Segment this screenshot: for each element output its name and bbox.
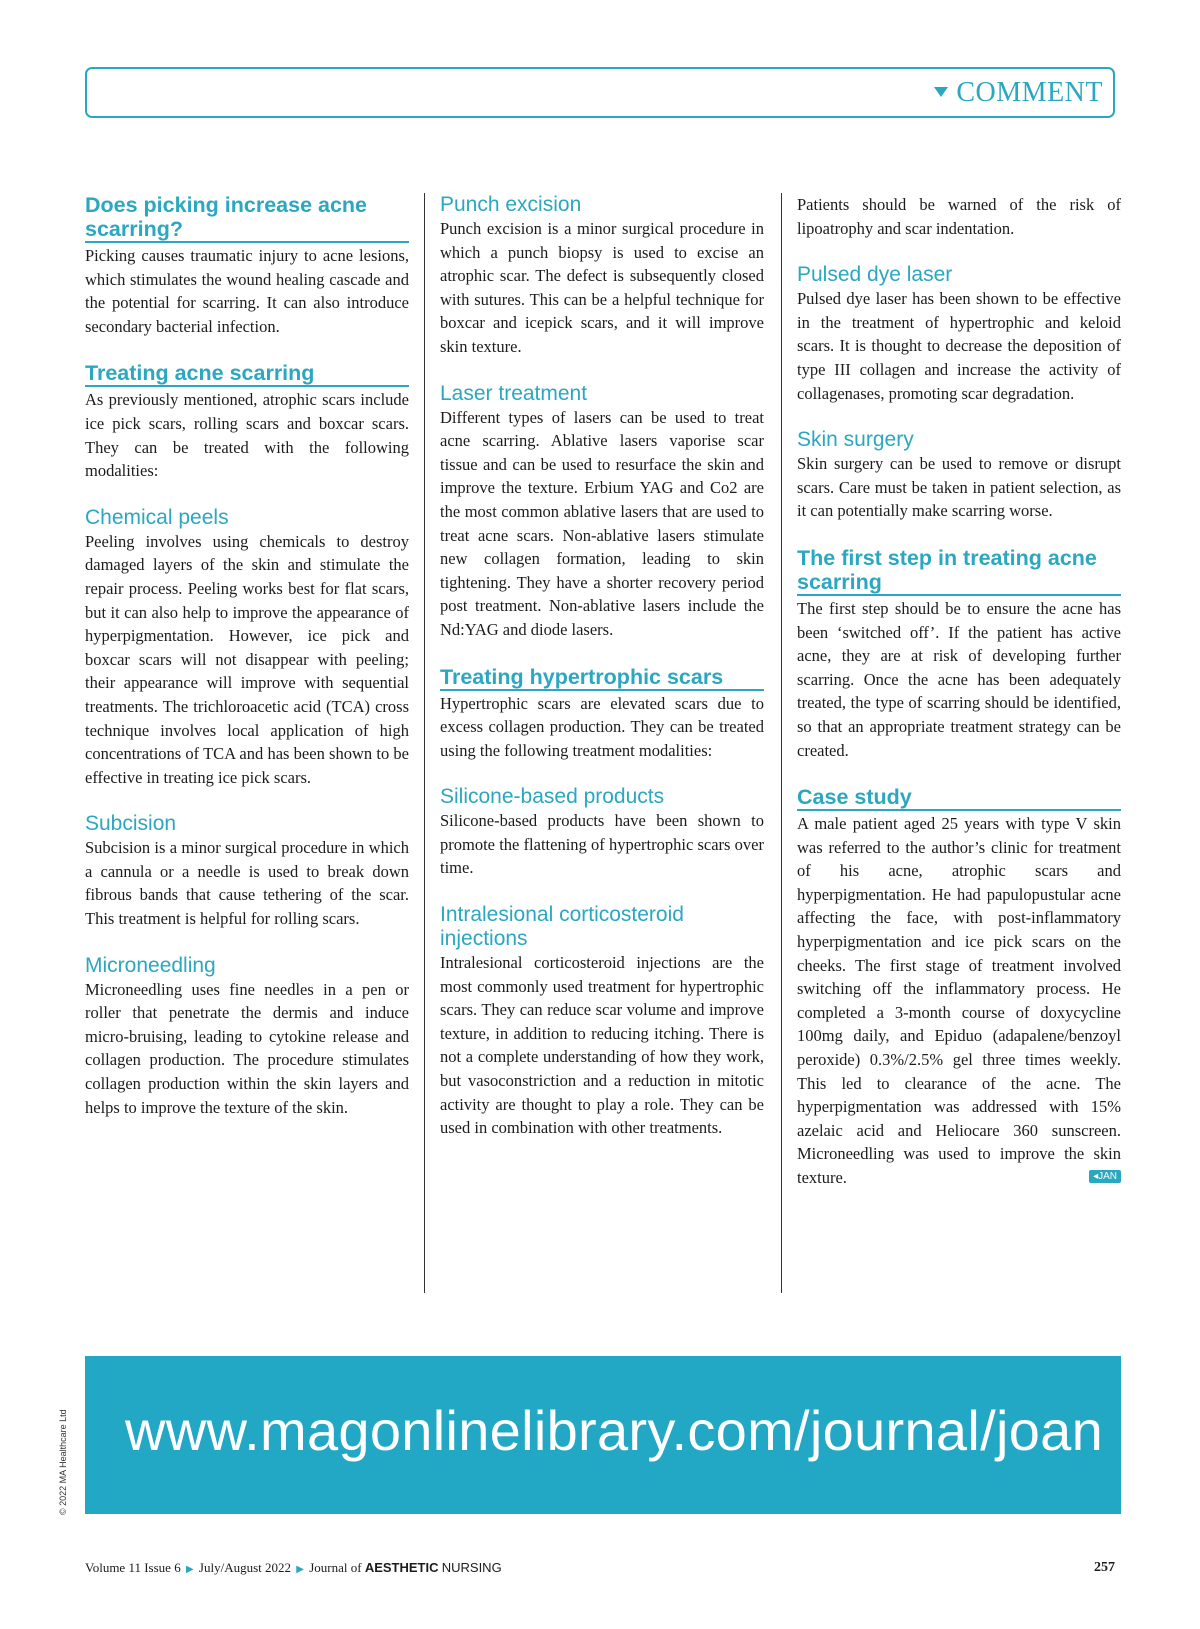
section-label bbox=[934, 77, 1103, 109]
page-number: 257 bbox=[1094, 1560, 1115, 1575]
paragraph: Intralesional corticosteroid injections are the most commonly used treatment for hypertrophic scars. They can reduce scar volume and improve texture, in addition to reducing itching. There is not a complete understanding of how they work, but vasoconstriction and a reduction in mitotic activity are thought to play a role. They can be used in combination with other treatments. bbox=[440, 953, 764, 1138]
page-footer bbox=[85, 1560, 1115, 1576]
end-of-article-badge: ◂JAN bbox=[1089, 1170, 1121, 1183]
paragraph-case-study bbox=[797, 812, 1121, 1190]
paragraph: Peeling involves using chemicals to destroy damaged layers of the skin and stimulate the repair process. Peeling works best for flat scars, but it can also help to improve the appearance of hyperpigmentation. However, ice pick and boxcar scars will not disappear with peeling; their appearance will improve with sequential treatments. The trichloroacetic acid (TCA) cross technique involves local application of high concentrations of TCA and has been shown to be effective in treating ice pick scars. bbox=[85, 531, 409, 787]
paragraph: Patients should be warned of the risk of lipoatrophy and scar indentation. bbox=[797, 195, 1121, 238]
subheading-silicone-products: Silicone-based products bbox=[440, 785, 665, 809]
column-1 bbox=[85, 193, 409, 1142]
column-divider bbox=[781, 193, 782, 1293]
paragraph: The first step should be to ensure the acne has been ‘switched off’. If the patient has active acne, they are at risk of developing further scarring. Once the acne has been adequately treated, the type of scarring should be identified, so that an appropriate treatment strategy can be created. bbox=[797, 598, 1121, 760]
column-3 bbox=[797, 193, 1121, 1213]
section-header-box bbox=[85, 67, 1115, 118]
arrow-right-icon: ▶ bbox=[296, 1564, 304, 1575]
website-banner[interactable] bbox=[85, 1356, 1121, 1514]
subheading-subcision: Subcision bbox=[85, 812, 177, 836]
arrow-right-icon: ▶ bbox=[185, 1564, 194, 1575]
paragraph: Silicone-based products have been shown to promote the flattening of hypertrophic scars over time. bbox=[440, 811, 764, 878]
column-divider bbox=[424, 193, 425, 1293]
heading-treating-acne-scarring: Treating acne scarring bbox=[85, 361, 409, 387]
section-label-text: COMMENT bbox=[956, 77, 1103, 108]
copyright-notice: © 2022 MA Healthcare Ltd bbox=[58, 1409, 68, 1515]
paragraph: Hypertrophic scars are elevated scars due to excess collagen production. They can be treated using the following treatment modalities: bbox=[440, 693, 764, 760]
heading-case-study: Case study bbox=[797, 785, 1121, 811]
column-2 bbox=[440, 193, 764, 1163]
footer-journal-prefix: Journal of bbox=[309, 1560, 362, 1575]
subheading-pulsed-dye-laser: Pulsed dye laser bbox=[797, 263, 953, 287]
subheading-skin-surgery: Skin surgery bbox=[797, 428, 914, 452]
paragraph: Picking causes traumatic injury to acne lesions, which stimulates the wound healing cascade and the potential for scarring. It can also introduce secondary bacterial infection. bbox=[85, 246, 409, 336]
subheading-punch-excision: Punch excision bbox=[440, 193, 582, 216]
heading-picking: Does picking increase acne scarring? bbox=[85, 193, 409, 243]
paragraph: As previously mentioned, atrophic scars include ice pick scars, rolling scars and boxcar scars. They can be treated with the following modalities: bbox=[85, 390, 409, 481]
case-study-text: A male patient aged 25 years with type V skin was referred to the author’s clinic for treatment of his acne, atrophic scars and hyperpigmentation. He had papulopustular acne affecting the face, with post-inflammatory hyperpigmentation and ice pick scars on the cheeks. The first stage of treatment involved switching off the inflammatory process. He completed a 3-month course of doxycycline 100mg daily, and Epiduo (adapalene/benzoyl peroxide) 0.3%/2.5% gel three times weekly. This led to clearance of the acne. The hyperpigmentation was addressed with 15% azelaic acid and Heliocare 360 sunscreen. Microneedling was used to improve the skin texture. bbox=[797, 814, 1121, 1187]
heading-first-step: The first step in treating acne scarring bbox=[797, 546, 1121, 596]
paragraph: Microneedling uses fine needles in a pen or roller that penetrate the dermis and induce micro-bruising, leading to cytokine release and collagen production. The procedure stimulates collagen production within the skin layers and helps to improve the texture of the skin. bbox=[85, 979, 409, 1117]
paragraph: Subcision is a minor surgical procedure in which a cannula or a needle is used to break down fibrous bands that cause tethering of the scar. This treatment is helpful for rolling scars. bbox=[85, 838, 409, 929]
footer-date: July/August 2022 bbox=[198, 1560, 291, 1575]
paragraph: Skin surgery can be used to remove or disrupt scars. Care must be taken in patient selection, as it can potentially make scarring worse. bbox=[797, 454, 1121, 521]
paragraph: Pulsed dye laser has been shown to be effective in the treatment of hypertrophic and keloid scars. It is thought to decrease the deposition of type III collagen and increase the activity of collagenases, promoting scar degradation. bbox=[797, 289, 1121, 403]
paragraph: Different types of lasers can be used to treat acne scarring. Ablative lasers vaporise scar tissue and can be used to resurface the skin and improve the texture. Erbium YAG and Co2 are the most common ablative lasers that are used to treat acne scars. Non-ablative lasers stimulate new collagen formation, leading to skin tightening. They have a shorter recovery period post treatment. Non-ablative lasers include the Nd:YAG and diode lasers. bbox=[440, 407, 764, 639]
footer-journal-bold: AESTHETIC bbox=[364, 1560, 439, 1575]
footer-journal-rest: NURSING bbox=[441, 1560, 502, 1575]
subheading-intralesional-injections: Intralesional corticosteroid injections bbox=[440, 903, 684, 951]
subheading-laser-treatment: Laser treatment bbox=[440, 381, 588, 405]
subheading-microneedling: Microneedling bbox=[85, 953, 216, 977]
heading-treating-hypertrophic-scars: Treating hypertrophic scars bbox=[440, 665, 764, 691]
subheading-chemical-peels: Chemical peels bbox=[85, 505, 229, 529]
paragraph: Punch excision is a minor surgical procedure in which a punch biopsy is used to excise an atrophic scar. The defect is subsequently closed with sutures. This can be a helpful technique for boxcar and icepick scars, and it will improve skin texture. bbox=[440, 219, 764, 356]
footer-volume: Volume 11 Issue 6 bbox=[85, 1560, 181, 1575]
triangle-down-icon bbox=[934, 87, 948, 97]
website-url[interactable]: www.magonlinelibrary.com/journal/joan bbox=[125, 1399, 1104, 1462]
